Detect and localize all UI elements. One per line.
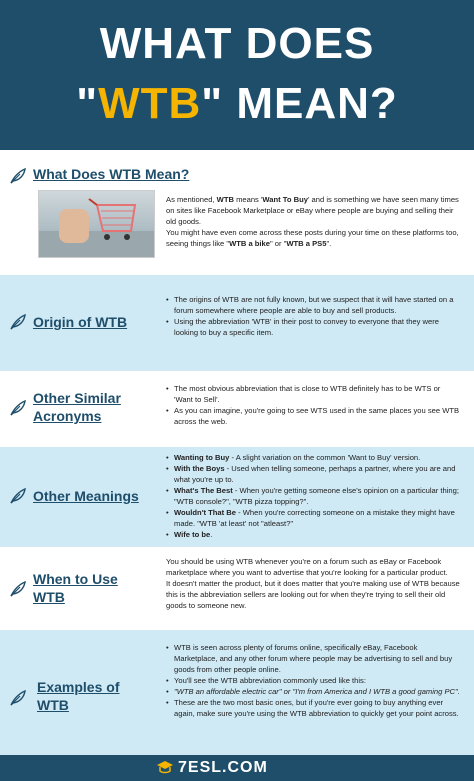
quote-open: " (76, 79, 99, 128)
section-title: When to Use WTB (33, 571, 118, 605)
what-text (166, 194, 460, 249)
section-title: Examples of WTB (37, 679, 120, 713)
quote-close: " MEAN? (201, 79, 398, 128)
header-line1: WHAT DOES (99, 19, 375, 68)
when-text (166, 556, 460, 611)
feather-icon (8, 166, 28, 186)
feather-icon (8, 312, 28, 332)
when-paragraph-1: You should be using WTB whenever you're on a forum such as eBay or Facebook marketplace where you want to advertise that you're looking for a particular product. (166, 557, 448, 577)
section-examples (0, 630, 474, 755)
what-paragraph-2: You might have even come across these posts during your time on these platforms too, seeing things like "WTB a bike" or "WTB a PS5". (166, 228, 459, 248)
feather-icon (8, 579, 28, 599)
list-item: • Wanting to Buy - A slight variation on the common 'Want to Buy' version. (166, 452, 460, 463)
similar-list (166, 383, 460, 427)
graduation-cap-icon (156, 760, 174, 776)
list-item: • Wife to be. (166, 529, 460, 540)
list-item: • The origins of WTB are not fully known, but we suspect that it will have started on a forum somewhere where people are able to buy and sell products. (166, 294, 460, 316)
list-item: • These are the two most basic ones, but if you're ever going to buy anything ever again, make sure you're using the WTB abbreviation to quickly get your point across. (166, 697, 460, 719)
section-title: Other Meanings (33, 488, 139, 504)
list-item: • You'll see the WTB abbreviation commonly used like this: (166, 675, 460, 686)
list-item: • What's The Best - When you're getting someone else's opinion on a particular thing; "WTB console?", "WTB pizza topping?". (166, 485, 460, 507)
examples-list (166, 642, 460, 719)
page-footer (0, 755, 474, 781)
section-when (0, 547, 474, 630)
list-item: • WTB is seen across plenty of forums online, specifically eBay, Facebook Marketplace, and any other forum where people may be advertising to sell and buy goods from other people online. (166, 642, 460, 675)
section-title: Other Similar Acronyms (33, 390, 121, 424)
header-highlight: WTB (98, 79, 202, 128)
list-item: • "WTB an affordable electric car" or "I'm from America and I WTB a good gaming PC". (166, 686, 460, 697)
origin-list (166, 294, 460, 338)
section-title: What Does WTB Mean? (33, 166, 190, 182)
header-line2 (0, 79, 474, 128)
list-item: • Using the abbreviation 'WTB' in their post to convey to everyone that they were looking to buy a specific item. (166, 316, 460, 338)
feather-icon (8, 398, 28, 418)
7esl-logo[interactable]: 7ESL.COM (178, 759, 268, 776)
section-title: Origin of WTB (33, 314, 128, 330)
section-similar (0, 371, 474, 447)
shopping-cart-photo (38, 190, 155, 258)
list-item: • As you can imagine, you're going to see WTS used in the same places you see WTB across the web. (166, 405, 460, 427)
feather-icon (8, 486, 28, 506)
list-item: • The most obvious abbreviation that is close to WTB definitely has to be WTS or 'Want to Sell'. (166, 383, 460, 405)
what-paragraph-1: As mentioned, WTB means 'Want To Buy' and is something we have seen many times on sites like Facebook Marketplace or eBay where people are buying and selling their old goods. (166, 195, 459, 226)
list-item: • Wouldn't That Be - When you're correcting someone on a mistake they might have made. "WTB 'at least' not "atleast?" (166, 507, 460, 529)
when-paragraph-2: It doesn't matter the product, but it does matter that you're making use of WTB because this is the abbreviation sellers are looking out for when they're trying to sell their old goods to someone new. (166, 579, 460, 610)
page-header (0, 0, 474, 150)
section-meanings (0, 447, 474, 547)
feather-icon (8, 688, 28, 708)
section-origin (0, 275, 474, 371)
meanings-list (166, 452, 460, 540)
list-item: • With the Boys - Used when telling someone, perhaps a partner, where you are and what you're up to. (166, 463, 460, 485)
